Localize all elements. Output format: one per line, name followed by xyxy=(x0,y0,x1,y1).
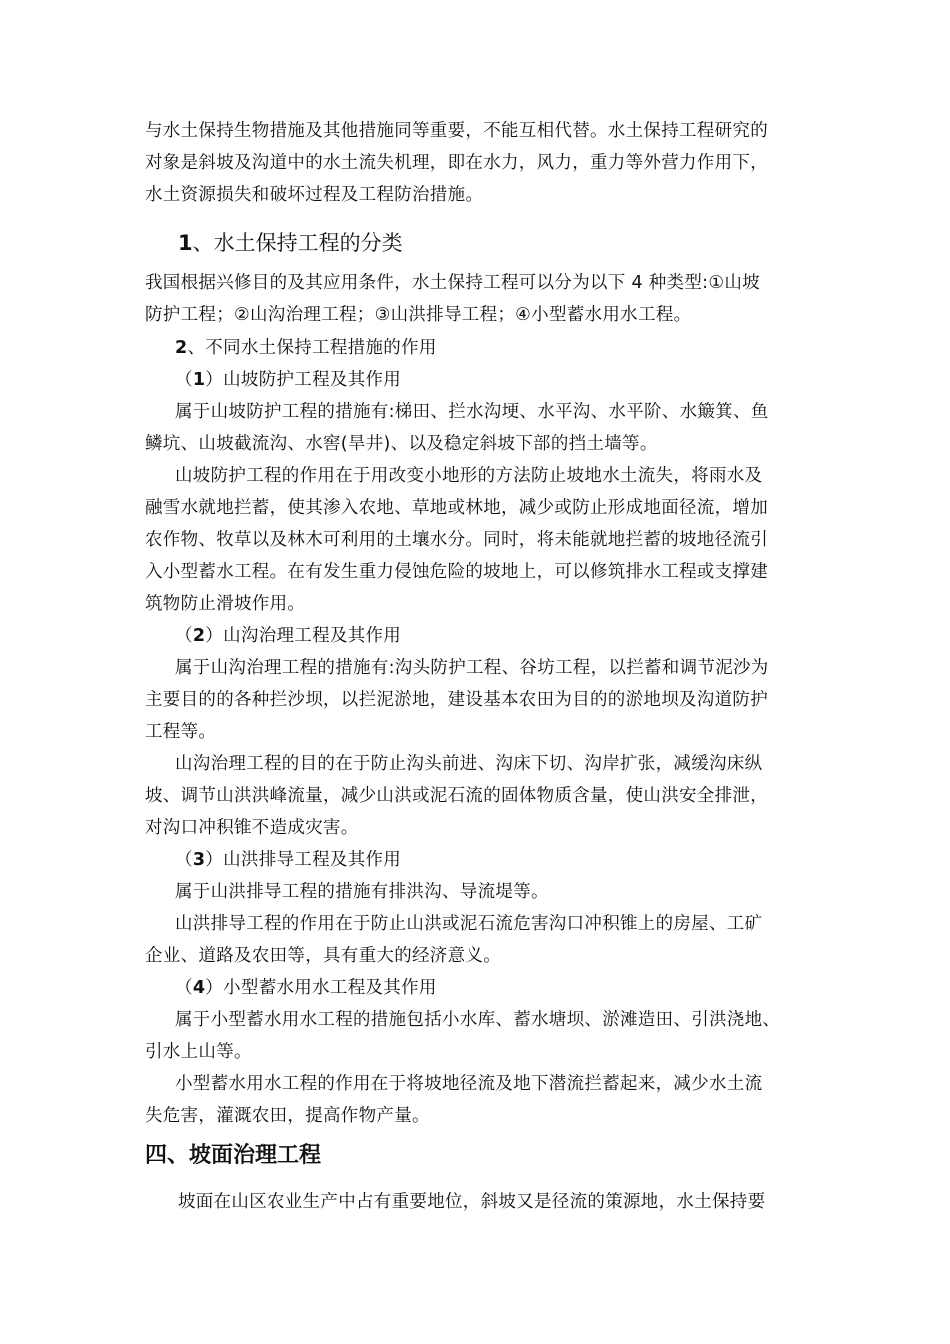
subsection-3-measures-line-1: 属于山洪排导工程的措施有排洪沟、导流堤等。 xyxy=(175,882,549,902)
section-1-paragraph-line-1: 我国根据兴修目的及其应用条件，水土保持工程可以分为以下 4 种类型:①山坡 xyxy=(145,273,760,293)
subsection-2-role-line-1: 山沟治理工程的目的在于防止沟头前进、沟床下切、沟岸扩张，减缓沟床纵 xyxy=(175,754,763,774)
subsection-1-title: ）山坡防护工程及其作用 xyxy=(205,370,402,390)
subsection-1-role-line-2: 融雪水就地拦蓄，使其渗入农地、草地或林地，减少或防止形成地面径流，增加 xyxy=(145,498,768,518)
intro-line-1: 与水土保持生物措施及其他措施同等重要，不能互相代替。水土保持工程研究的 xyxy=(145,121,768,141)
subsection-3-number: 3 xyxy=(192,850,206,870)
subsection-4-measures-line-2: 引水上山等。 xyxy=(145,1042,252,1062)
subsection-2-measures-line-1: 属于山沟治理工程的措施有:沟头防护工程、谷坊工程，以拦蓄和调节泥沙为 xyxy=(175,658,769,678)
section-1-heading xyxy=(178,231,403,255)
subsection-2-measures-line-2: 主要目的的各种拦沙坝，以拦泥淤地，建设基本农田为目的的淤地坝及沟道防护 xyxy=(145,690,768,710)
section-4-heading: 四、坡面治理工程 xyxy=(145,1143,322,1168)
section-1-title: 、水土保持工程的分类 xyxy=(192,231,403,255)
subsection-2-role-line-3: 对沟口冲积锥不造成灾害。 xyxy=(145,818,359,838)
subsection-3-role-line-1: 山洪排导工程的作用在于防止山洪或泥石流危害沟口冲积锥上的房屋、工矿 xyxy=(175,914,763,934)
subsection-1-role-line-1: 山坡防护工程的作用在于用改变小地形的方法防止坡地水土流失，将雨水及 xyxy=(175,466,763,486)
subsection-1-role-line-5: 筑物防止滑坡作用。 xyxy=(145,594,306,614)
subsection-4-number: 4 xyxy=(192,978,206,998)
section-4-paragraph-line-1: 坡面在山区农业生产中占有重要地位，斜坡又是径流的策源地，水土保持要 xyxy=(178,1192,766,1212)
subsection-1-measures-line-2: 鳞坑、山坡截流沟、水窖(旱井)、以及稳定斜坡下部的挡土墙等。 xyxy=(145,434,658,454)
subsection-3-title: ）山洪排导工程及其作用 xyxy=(205,850,402,870)
subsection-2-measures-line-3: 工程等。 xyxy=(145,722,217,742)
subsection-1-measures-line-1: 属于山坡防护工程的措施有:梯田、拦水沟埂、水平沟、水平阶、水簸箕、鱼 xyxy=(175,402,769,422)
subsection-1-role-line-3: 农作物、牧草以及林木可利用的土壤水分。同时，将未能就地拦蓄的坡地径流引 xyxy=(145,530,768,550)
subsection-4-role-line-1: 小型蓄水用水工程的作用在于将坡地径流及地下潜流拦蓄起来，减少水土流 xyxy=(175,1074,763,1094)
intro-line-2: 对象是斜坡及沟道中的水土流失机理，即在水力，风力，重力等外营力作用下， xyxy=(145,153,768,173)
subsection-4-role-line-2: 失危害，灌溉农田，提高作物产量。 xyxy=(145,1106,430,1126)
subsection-2-number: 2 xyxy=(192,626,206,646)
subsection-1-role-line-4: 入小型蓄水工程。在有发生重力侵蚀危险的坡地上，可以修筑排水工程或支撑建 xyxy=(145,562,768,582)
subsection-1-number: 1 xyxy=(192,370,206,390)
subsection-3-heading: （3）山洪排导工程及其作用 xyxy=(175,850,402,870)
intro-line-3: 水土资源损失和破坏过程及工程防治措施。 xyxy=(145,185,484,205)
section-2-number: 2 xyxy=(175,338,188,358)
subsection-2-role-line-2: 坡、调节山洪洪峰流量，减少山洪或泥石流的固体物质含量，使山洪安全排泄， xyxy=(145,786,768,806)
subsection-4-title: ）小型蓄水用水工程及其作用 xyxy=(205,978,437,998)
section-2-title: 、不同水土保持工程措施的作用 xyxy=(187,338,437,358)
subsection-2-title: ）山沟治理工程及其作用 xyxy=(205,626,402,646)
section-1-paragraph-line-2: 防护工程；②山沟治理工程；③山洪排导工程；④小型蓄水用水工程。 xyxy=(145,305,692,325)
section-2-heading xyxy=(175,338,437,358)
subsection-3-role-line-2: 企业、道路及农田等，具有重大的经济意义。 xyxy=(145,946,501,966)
subsection-1-heading: （1）山坡防护工程及其作用 xyxy=(175,370,402,390)
section-1-number: 1 xyxy=(178,231,193,255)
subsection-4-measures-line-1: 属于小型蓄水用水工程的措施包括小水库、蓄水塘坝、淤滩造田、引洪浇地、 xyxy=(175,1010,781,1030)
subsection-2-heading: （2）山沟治理工程及其作用 xyxy=(175,626,402,646)
subsection-4-heading: （4）小型蓄水用水工程及其作用 xyxy=(175,978,437,998)
